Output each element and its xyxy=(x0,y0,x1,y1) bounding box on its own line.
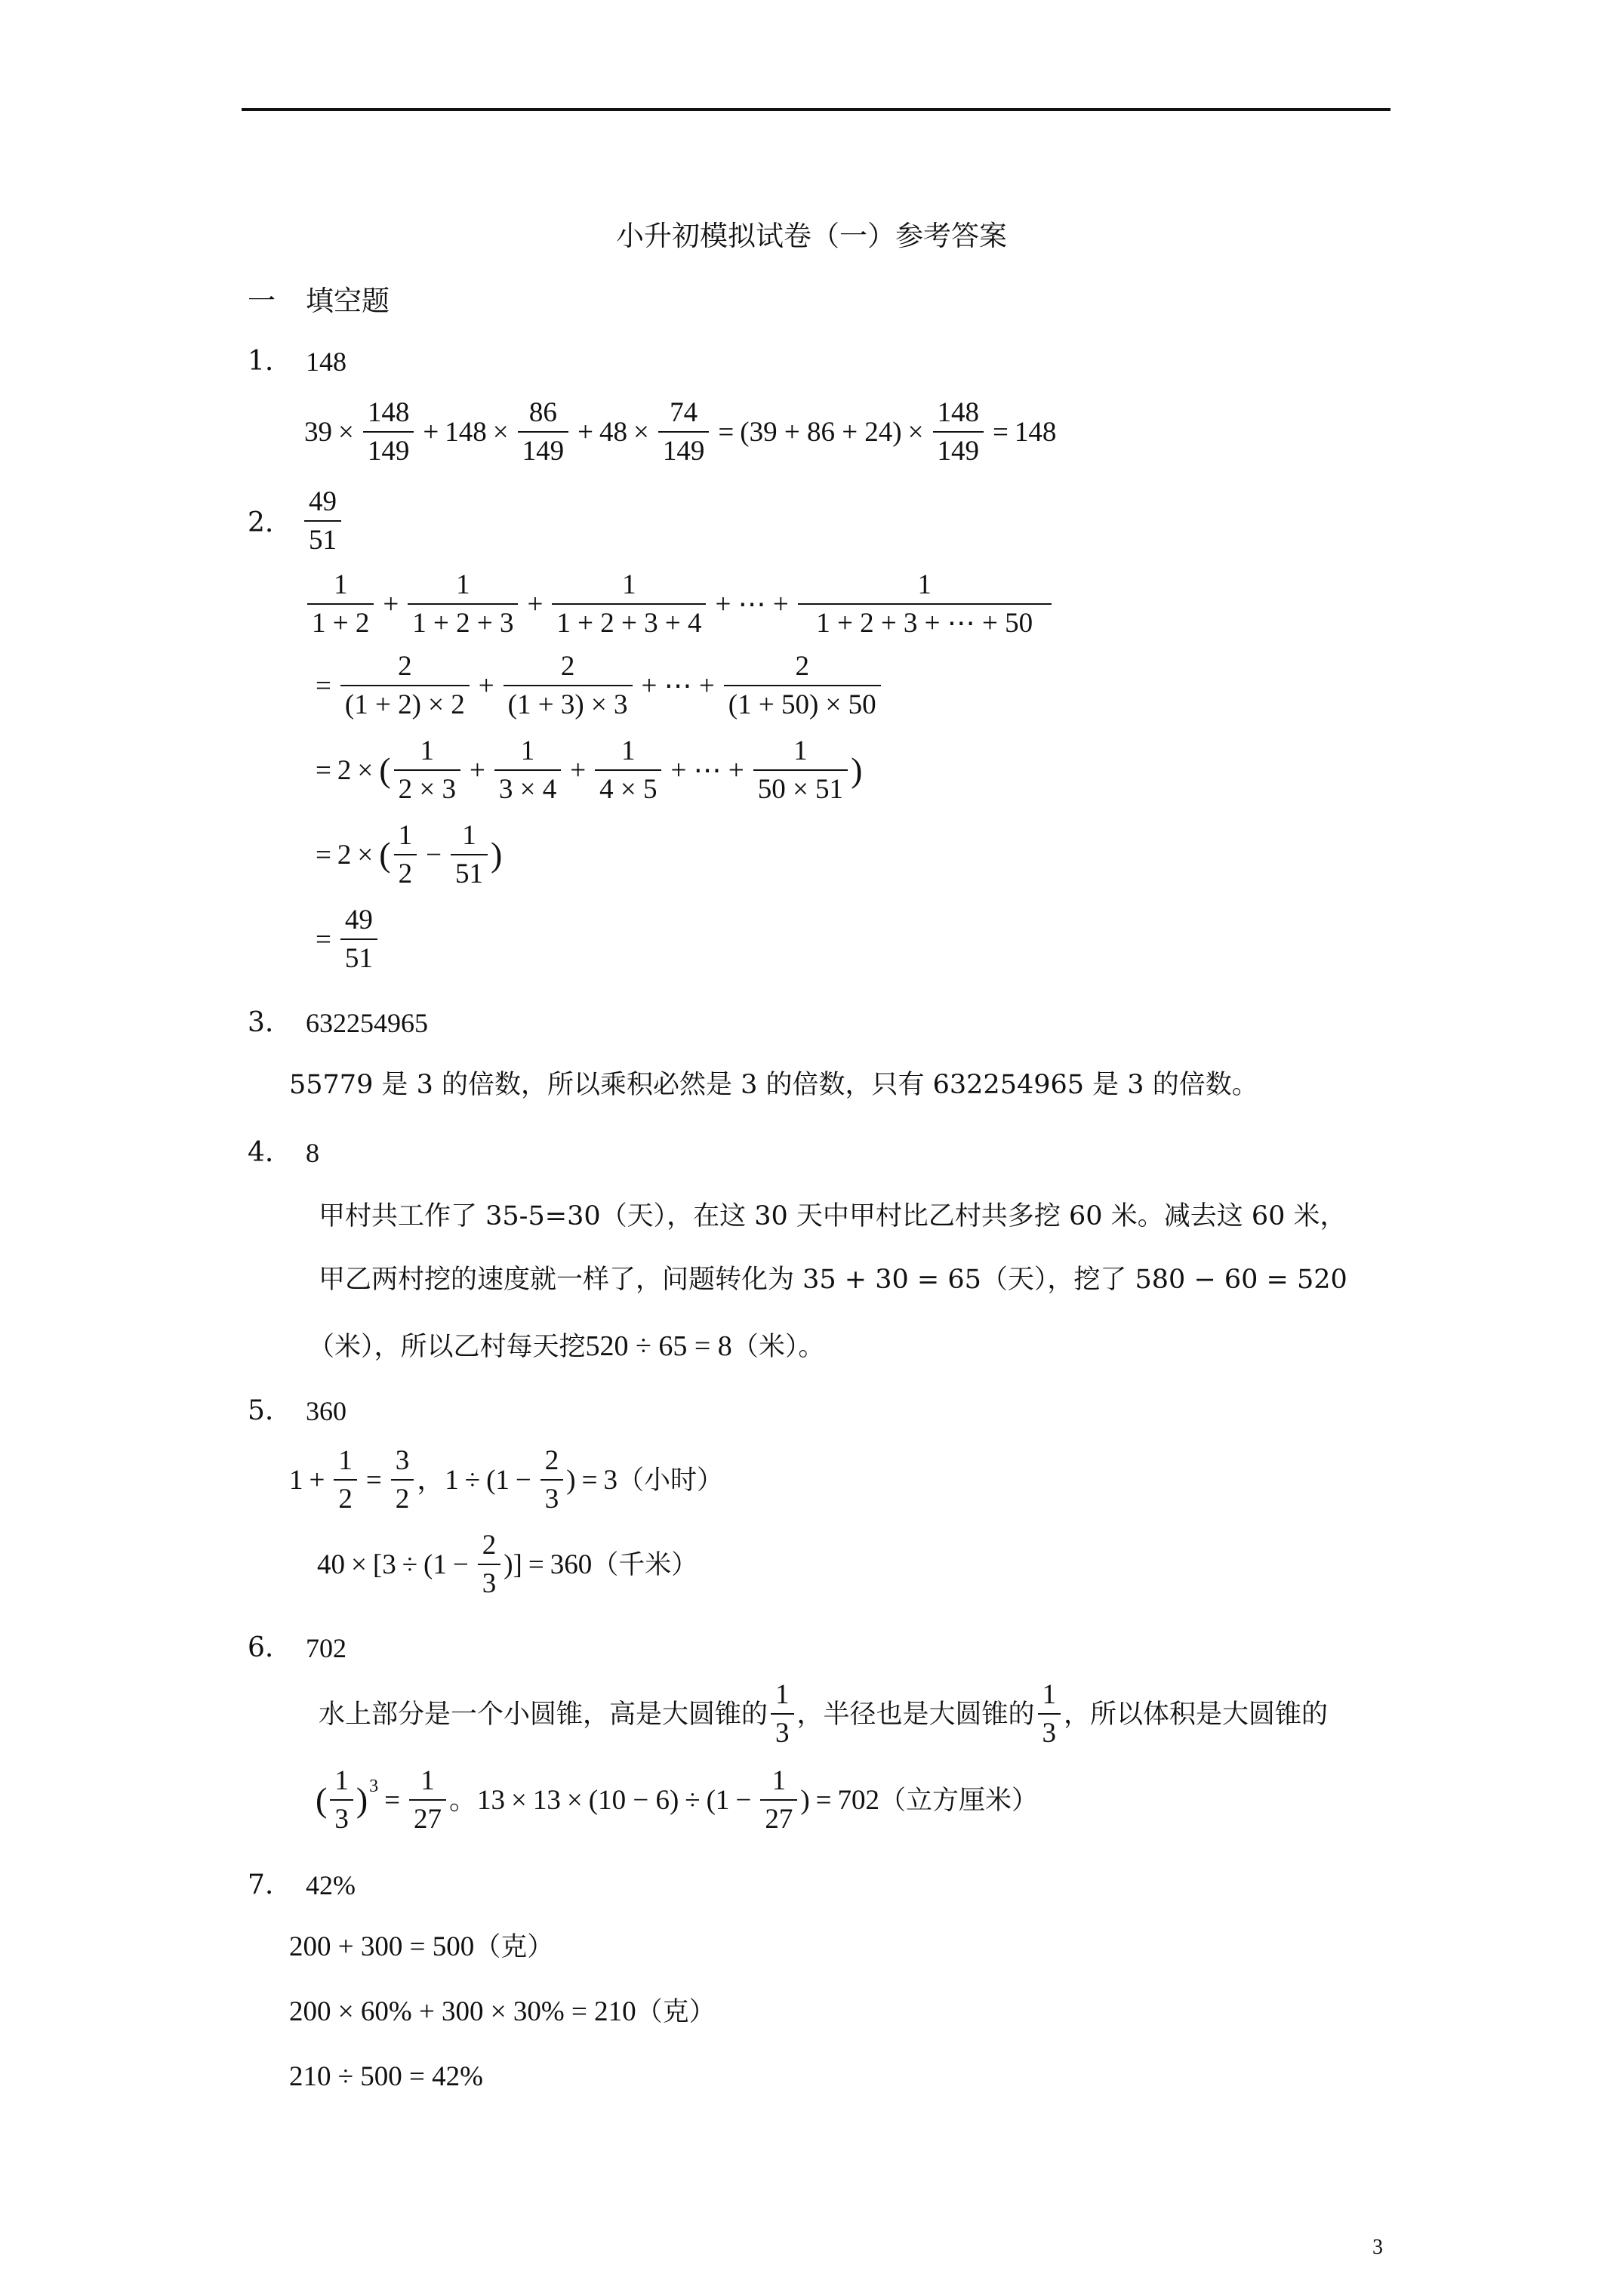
problem-explanation-line: 甲村共工作了 35-5=30（天），在这 30 天中甲村比乙村共多挖 60 米。减去这 60 米， xyxy=(319,1201,1347,1231)
problem-number: 3. xyxy=(248,1007,274,1038)
problem-answer: 148 xyxy=(306,347,346,377)
unit-label: （千米） xyxy=(592,1549,698,1579)
unit-label: （小时） xyxy=(617,1465,723,1495)
problem-2-step-3: = 2 × ( 1 2 × 3 + $\frac{1}{3 \times 4}$ + $\frac{1}{4 \times 5}$ + ⋯ + $\frac{1}{50 \times 51}$ ) xyxy=(316,735,863,805)
problem-number: 2. xyxy=(248,507,274,538)
problem-6-line-1: 水上部分是一个小圆锥，高是大圆锥的 1 3 ，半径也是大圆锥的 1 3 ，所以体积是大圆锥的 xyxy=(319,1679,1329,1749)
problem-answer: 42% xyxy=(306,1870,356,1900)
header-rule xyxy=(242,108,1390,111)
problem-explanation: 55779 是 3 的倍数，所以乘积必然是 3 的倍数，只有 632254965 是 3 的倍数。 xyxy=(289,1070,1258,1100)
problem-7-step-2: 200 × 60% + 300 × 30% = 210 （克） xyxy=(289,1996,716,2027)
section-title: 填空题 xyxy=(306,285,390,317)
problem-explanation-line: 甲乙两村挖的速度就一样了，问题转化为 35 + 30 = 65（天），挖了 580 − 60 = 520 xyxy=(319,1265,1347,1295)
problem-answer: 702 xyxy=(306,1633,346,1663)
problem-2-step-4: = 2 × ( 1 2 − $\frac{1}{51}$ ) xyxy=(316,820,503,889)
problem-answer: 360 xyxy=(306,1396,346,1426)
problem-2-step-2: = $\frac{2}{(1 + 2) \times 2}$ + $\frac{2}{(1 + 3) \times 3}$ + ⋯ + $\frac{2}{(1 + 50) \times 50}$ xyxy=(316,652,884,719)
problem-5-step-1: 1 + $\frac{1}{2}$ = $\frac{3}{2}$ ，1 ÷ (1 − $\frac{2}{3}$ ) = 3 （小时） xyxy=(289,1445,723,1515)
problem-2-step-1: 1 1 + 2 + $\frac{1}{1 + 2 + 3}$ + $\frac{1}{1 + 2 + 3 + 4}$ + ⋯ + $\frac{1}{1 + 2 + 3 + \cdots + 50}$ xyxy=(304,571,1055,637)
problem-explanation-line: （米），所以乙村每天挖520 ÷ 65 = 8（米）。 xyxy=(308,1330,825,1362)
problem-2-step-5: = $\frac{49}{51}$ xyxy=(316,906,380,972)
problem-number: 4. xyxy=(248,1137,274,1168)
problem-7-step-3: 210 ÷ 500 = 42% xyxy=(289,2061,483,2092)
unit-label: （立方厘米） xyxy=(879,1785,1039,1815)
document-title: 小升初模拟试卷（一）参考答案 xyxy=(616,220,1007,252)
problem-1-solution: 39 × $\frac{148}{149}$ + 148 × $\frac{86}{149}$ + 48 × $\frac{74}{149}$ = (39 + 86 + 24) × $\frac{148}{149}$ = 148 xyxy=(304,397,1057,467)
problem-answer: 632254965 xyxy=(306,1008,428,1038)
problem-7-step-1: 200 + 300 = 500 （克） xyxy=(289,1931,554,1962)
problem-5-step-2: 40 × [3 ÷ (1 − $\frac{2}{3}$ )] = 360 （千米） xyxy=(317,1530,698,1599)
problem-6-line-2: ( 1 3 ) 3 = $\frac{1}{27}$ 。13 × 13 × (10 − 6) ÷ (1 − $\frac{1}{27}$ ) = 702 （立方厘米） xyxy=(316,1765,1039,1835)
section-index: 一 xyxy=(248,285,276,317)
problem-answer: 8 xyxy=(306,1138,319,1168)
problem-number: 7. xyxy=(248,1869,274,1900)
page-number: 3 xyxy=(1372,2236,1383,2259)
problem-answer: 49 51 xyxy=(301,488,344,554)
problem-number: 6. xyxy=(248,1632,274,1663)
problem-number: 1. xyxy=(248,346,274,377)
problem-number: 5. xyxy=(248,1395,274,1426)
